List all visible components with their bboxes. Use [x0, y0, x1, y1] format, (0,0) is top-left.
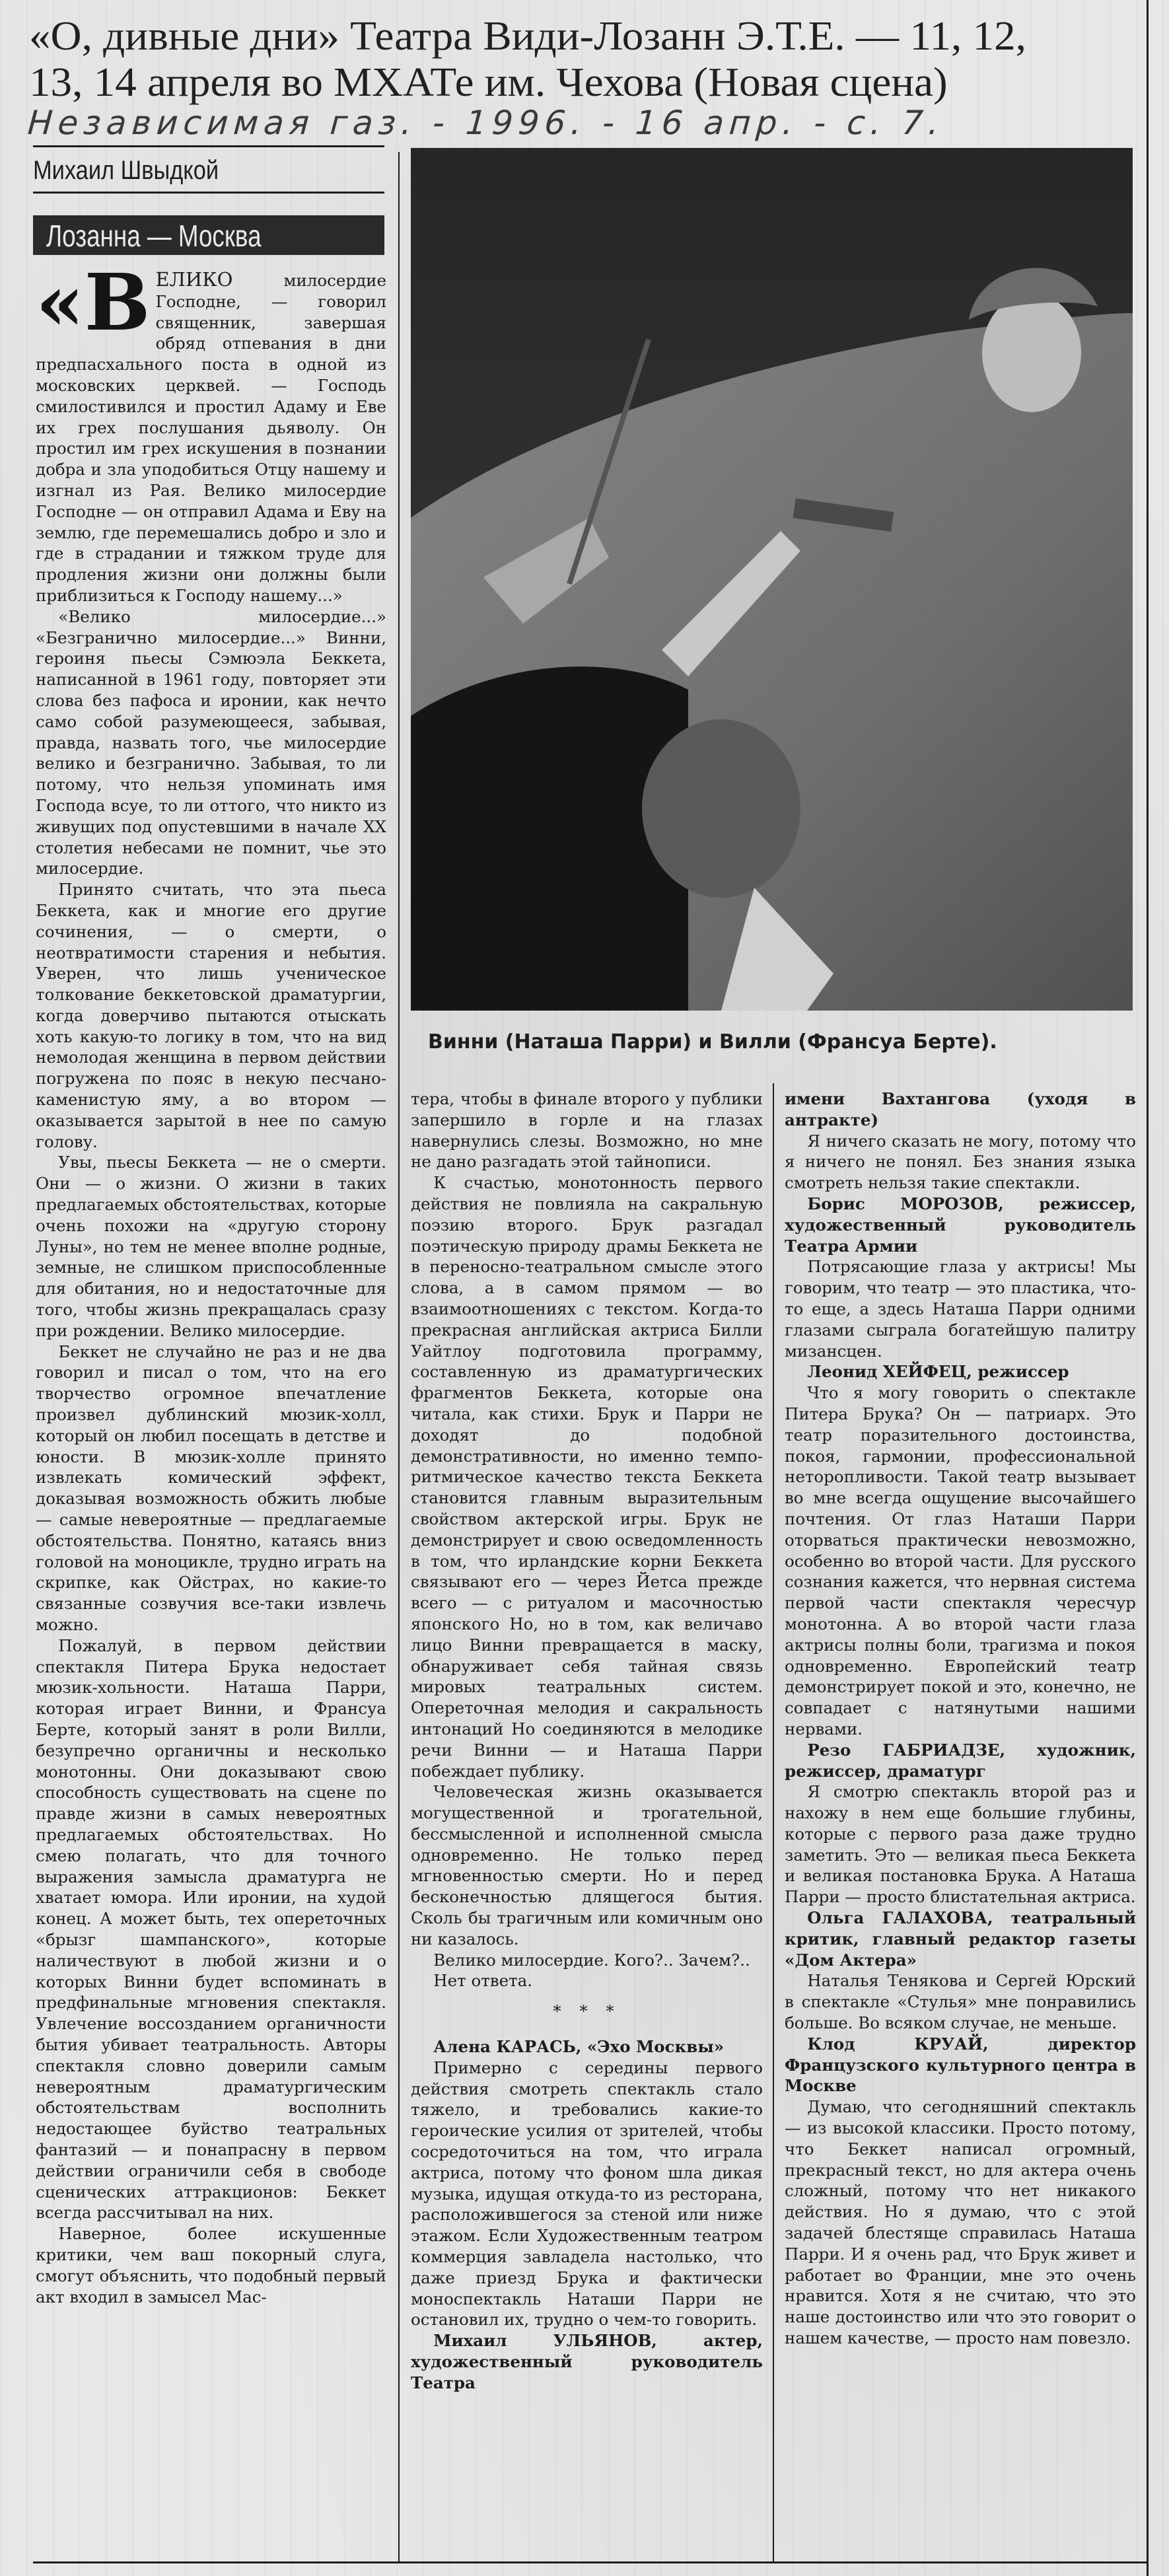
winnie-face [982, 293, 1081, 412]
column-divider [398, 152, 400, 2563]
respondent-heading: Ольга ГАЛАХОВА, театральный критик, главный редактор газеты «Дом Актера» [785, 1908, 1136, 1970]
author-name: Михаил Швыдкой [33, 156, 219, 185]
respondent-heading: Леонид ХЕЙФЕЦ, режиссер [807, 1362, 1069, 1382]
photo-illustration [411, 148, 1133, 1011]
clipping-edge [1147, 0, 1149, 2576]
headline [29, 13, 1169, 106]
response-text: Что я могу говорить о спектакле Питера Брука? Он — патриарх. Это театр поразительного достоинства, покоя, гармонии, профессиональной неторопливости. Такой театр вызывает во мне всегда ощущение высочайшего почтения. От глаз Наташи Парри оторваться практически невозможно, особенно во второй части. Для русского сознания кажется, что нервная система первой части спектакля чересчур монотонна. А во второй части глаза актрисы полны боли, трагизма и покоя одновременно. Европейский театр демонстрирует покой и это, конечно, не совпадает с натянутыми нашими нервами. [785, 1383, 1136, 1738]
article-paragraph: Наверное, более искушенные критики, чем ваш покорный слуга, смогут объяснить, что подобный первый акт входил в замысел Мас- [36, 2224, 386, 2307]
rubric-label: Лозанна — Москва [46, 219, 262, 253]
article-paragraph: Принято считать, что эта пьеса Беккета, как и многие его другие сочинения, — о смерти, о неотвратимости старения и небытия. Уверен, что лишь ученическое толкование беккетовской драматургии, когда доверчиво пытаются отыскать хоть какую-то логику в том, что на вид немолодая женщина в первом действии погружена по пояс в некую песчано-каменистую яму, а во втором — оказывается зарытой в нее по самую голову. [36, 880, 386, 1151]
drop-cap: «В [36, 269, 151, 348]
column-divider [773, 1083, 774, 2563]
bottom-rule [33, 2561, 1147, 2563]
article-paragraph: Человеческая жизнь оказывается могущественной и трогательной, бессмысленной и исполненной смысла одновременно. Не только перед мгновенностью смерти. Но и перед бесконечностью длящегося бытия. Сколь бы трагичным или комичным оно ни казалось. [411, 1782, 763, 1949]
response-text: Наталья Тенякова и Сергей Юрский в спектакле «Стулья» мне понравились больше. Во всяком случае, не меньше. [785, 1971, 1136, 2033]
headline-line-1: «О, дивные дни» Театра Види-Лозанн Э.Т.Е. — 11, 12, [29, 14, 1026, 59]
divider [33, 145, 384, 147]
article-column-left [36, 269, 386, 2559]
respondent-heading: Клод КРУАЙ, директор Французского культурного центра в Москве [785, 2034, 1136, 2096]
respondent-heading: Резо ГАБРИАДЗЕ, художник, режиссер, драматург [785, 1740, 1136, 1781]
article-paragraph: милосердие Господне, — говорил священник, завершая обряд отпевания в дни предпасхального поста в одной из московских церквей. — Господь смилостивился и простил Адаму и Еве их грех послушания дьяволу. Он простил им грех искушения в познании добра и зла уподобиться Отцу нашему и изгнал из Рая. Велико милосердие Господне — он отправил Адама и Еву на землю, где перемешались добро и зло и где в страдании и тяжком труде для продления жизни они должны были приблизиться к Господу нашему...» [36, 271, 386, 605]
drop-cap-continuation: ЕЛИКО [155, 269, 233, 291]
section-separator: * * * [553, 2001, 621, 2021]
response-text: Я ничего сказать не могу, потому что я ничего не понял. Без знания языка смотреть нельзя такие спектакли. [785, 1131, 1136, 1193]
willie-back [411, 666, 688, 1011]
respondent-heading: Борис МОРОЗОВ, режиссер, художественный руководитель Театра Армии [785, 1194, 1136, 1256]
article-paragraph: Нет ответа. [433, 1971, 533, 1991]
article-paragraph: Велико милосердие. Кого?.. Зачем?.. [433, 1950, 750, 1970]
article-paragraph: Беккет не случайно не раз и не два говорил и писал о том, что на его творчество огромное впечатление произвел дублинский мюзик-холл, который он любил посещать в детстве и юности. В мюзик-холле принято извлекать комический эффект, доказывая возможность обжить любые — самые невероятные — предлагаемые обстоятельства. Понятно, катаясь вниз головой на моноцикле, трудно играть на скрипке, как Ойстрах, но какие-то связанные созвучия все-таки извлечь можно. [36, 1342, 386, 1634]
response-text: Потрясающие глаза у актрисы! Мы говорим, что театр — это пластика, что-то еще, а здесь Наташа Парри одними глазами сыграла богатейшую палитру мизансцен. [785, 1257, 1136, 1361]
photo-caption: Винни (Наташа Парри) и Вилли (Франсуа Берте). [428, 1030, 997, 1054]
article-column-middle [411, 1089, 763, 2559]
respondent-heading: Алена КАРАСЬ, «Эхо Москвы» [433, 2037, 725, 2057]
article-paragraph: «Велико милосердие...» «Безгранично милосердие...» Винни, героиня пьесы Сэмюэла Беккета, написанной в 1961 году, повторяет эти слова без пафоса и иронии, как нечто само собой разумеющееся, забывая, правда, назвать того, чье милосердие велико и безгранично. Забывая, то ли потому, что нельзя упоминать имя Господа всуе, то ли оттого, что никто из живущих под опустевшими в начале XX столетия небесами не помнит, чье это милосердие. [36, 606, 386, 878]
response-text: Думаю, что сегодняшний спектакль — из высокой классики. Просто потому, что Беккет написал огромный, прекрасный текст, но для актера очень сложный, потому что нет никакого действия. Но я думаю, что с этой задачей блестяще справилась Наташа Парри. И я очень рад, что Брук живет и работает во Франции, мне это очень нравится. Хотя я не считаю, что это наше достоинство или что это говорит о нашем качестве, — просто нам повезло. [785, 2097, 1136, 2348]
divider [33, 192, 384, 194]
article-paragraph: Увы, пьесы Беккета — не о смерти. Они — о жизни. О жизни в таких предлагаемых обстоятельствах, которые очень похожи на «другую сторону Луны», но тем не менее вполне родные, земные, не слишком приспособленные для обитания, но и недостаточные для того, чтобы жизнь прекращалась сразу при рождении. Велико милосердие. [36, 1153, 386, 1340]
respondent-heading: Михаил УЛЬЯНОВ, актер, художественный руководитель Театра [411, 2331, 763, 2392]
article-paragraph: К счастью, монотонность первого действия не повлияла на сакральную поэзию второго. Брук разгадал поэтическую природу драмы Беккета не в переносно-театральном смысле этого слова, а в самом прямом — во взаимоотношениях с текстом. Когда-то прекрасная английская актриса Билли Уайтлоу подготовила программу, составленную из драматургических фрагментов Беккета, которые она читала, как стихи. Брук и Парри не доходят до подобной демонстративности, но именно темпо-ритмическое качество текста Беккета становится главным выразительным свойством актерской игры. Брук не демонстрирует и свою осведомленность в том, что ирландские корни Беккета связывают его — через Йетса прежде всего — с ритуалом и масочностью японского Но, но в том, как величаво лицо Винни превращается в маску, обнаруживает себя тайная связь мировых театральных систем. Опереточная мелодия и сакральность интонаций Но соединяются в мелодике речи Винни — и Наташа Парри побеждает публику. [411, 1173, 763, 1781]
article-paragraph: тера, чтобы в финале второго у публики запершило в горле и на глазах навернулись слезы. Возможно, но мне не дано разгадать этой тайнописи. [411, 1089, 763, 1172]
rubric-banner [33, 215, 384, 255]
respondent-heading: имени Вахтангова (уходя в антракте) [785, 1089, 1136, 1129]
handwritten-source-note: Независимая газ. - 1996. - 16 апр. - с. 7. [26, 104, 946, 142]
willie-head [642, 719, 800, 898]
response-text: Я смотрю спектакль второй раз и нахожу в нем еще большие глубины, которые с первого раза даже трудно заметить. Это — великая пьеса Беккета и великая постановка Брука. А Наташа Парри — просто блистательная актриса. [785, 1782, 1136, 1907]
production-photo [411, 148, 1133, 1011]
article-paragraph: Пожалуй, в первом действии спектакля Питера Брука недостает мюзик-хольности. Наташа Парри, которая играет Винни, и Франсуа Берте, который занят в роли Вилли, безупречно органичны и несколько монотонны. Они доказывают свою способность существовать на сцене по правде жизни в самых невероятных предлагаемых обстоятельствах. Но смею полагать, что для точного выражения замысла драматурга не хватает юмора. Или иронии, на худой конец. А может быть, тех опереточных «брызг шампанского», которые наличествуют в любой жизни и о которых Винни будет вспоминать в предфинальные мгновения спектакля. Увлечение воссозданием органичности бытия убивает театральность. Авторы спектакля словно доверили самым невероятным драматургическим обстоятельствам восполнить недостающее буйство театральных фантазий — и понапрасну в первом действии ограничили себя в свободе сценических аттракционов: Беккет всегда рассчитывал на них. [36, 1635, 386, 2223]
article-column-right [785, 1089, 1136, 2559]
response-text: Примерно с середины первого действия смотреть спектакль стало тяжело, и требовались какие-то героические усилия от зрителей, чтобы сосредоточиться на том, что играла актриса, потому что фоном шла дикая музыка, идущая откуда-то из ресторана, расположившегося за стеной или ниже этажом. Если Художественным театром коммерция завладела настолько, что даже приезд Брука и фактически моноспектакль Наташи Парри не остановил их, трудно о чем-то говорить. [411, 2057, 763, 2330]
headline-line-2: 13, 14 апреля во МХАТе им. Чехова (Новая сцена) [29, 60, 948, 105]
